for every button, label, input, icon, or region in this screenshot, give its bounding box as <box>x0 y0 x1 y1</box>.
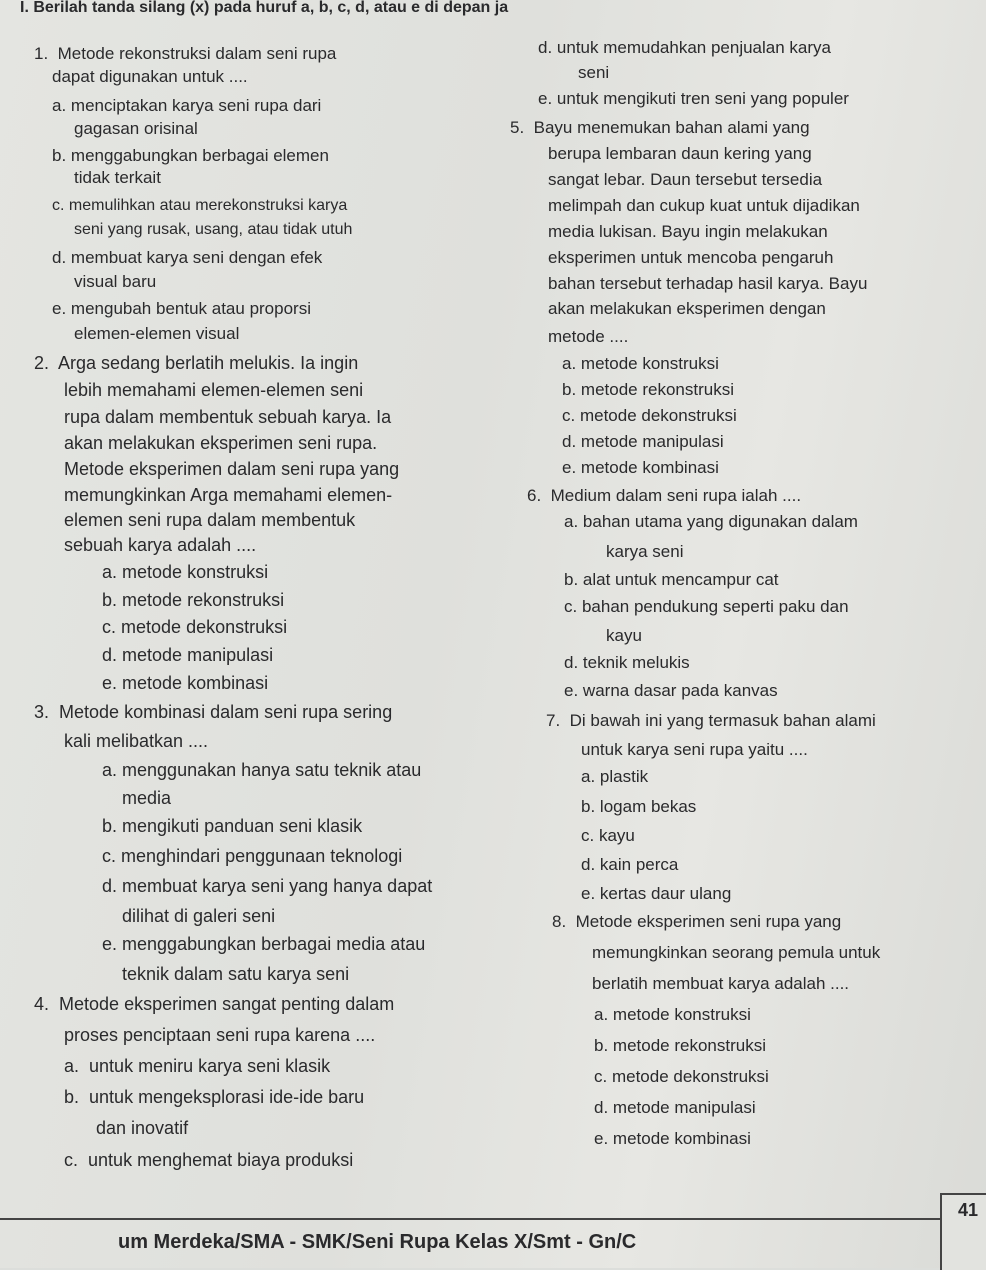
q6-option-d[interactable]: d. teknik melukis <box>564 653 690 672</box>
q5-option-b[interactable]: b. metode rekonstruksi <box>562 380 734 399</box>
q4-option-c[interactable]: c. untuk menghemat biaya produksi <box>64 1150 354 1170</box>
q2-stem-cont-5: memungkinkan Arga memahami elemen- <box>64 485 393 505</box>
q1-option-d[interactable]: d. membuat karya seni dengan efek <box>52 248 323 267</box>
q5-stem-cont-6: bahan tersebut terhadap hasil karya. Bayu <box>548 274 868 293</box>
q8-stem: 8. Metode eksperimen seni rupa yang <box>552 912 842 931</box>
q5-stem-cont-8: metode .... <box>548 327 629 346</box>
q7-stem-cont: untuk karya seni rupa yaitu .... <box>581 740 808 759</box>
q4-option-d[interactable]: d. untuk memudahkan penjualan karya <box>538 38 831 57</box>
q5-option-c[interactable]: c. metode dekonstruksi <box>562 406 737 425</box>
q7-option-b[interactable]: b. logam bekas <box>581 797 697 816</box>
q2-stem-cont-7: sebuah karya adalah .... <box>64 535 257 555</box>
q5-stem-cont-4: media lukisan. Bayu ingin melakukan <box>548 222 828 241</box>
footer-rule <box>0 1218 986 1220</box>
q5-option-a[interactable]: a. metode konstruksi <box>562 354 719 373</box>
q7-stem: 7. Di bawah ini yang termasuk bahan alami <box>546 711 876 730</box>
q4-option-a[interactable]: a. untuk meniru karya seni klasik <box>64 1056 331 1076</box>
q2-option-d[interactable]: d. metode manipulasi <box>102 645 274 665</box>
q7-option-d[interactable]: d. kain perca <box>581 855 679 874</box>
q1-option-c-cont: seni yang rusak, usang, atau tidak utuh <box>74 221 353 238</box>
q4-option-d-cont: seni <box>578 63 610 82</box>
q7-option-c[interactable]: c. kayu <box>581 826 635 845</box>
q1-option-c[interactable]: c. memulihkan atau merekonstruksi karya <box>52 197 348 214</box>
q5-option-e[interactable]: e. metode kombinasi <box>562 458 719 477</box>
q1-option-b[interactable]: b. menggabungkan berbagai elemen <box>52 146 329 165</box>
q6-option-c-cont: kayu <box>606 626 642 645</box>
q5-stem-cont-7: akan melakukan eksperimen dengan <box>548 299 826 318</box>
q8-stem-cont-2: berlatih membuat karya adalah .... <box>592 974 850 993</box>
q1-option-a[interactable]: a. menciptakan karya seni rupa dari <box>52 96 322 115</box>
q4-stem: 4. Metode eksperimen sangat penting dalam <box>34 994 395 1014</box>
q8-option-a[interactable]: a. metode konstruksi <box>594 1005 751 1024</box>
q2-option-a[interactable]: a. metode konstruksi <box>102 562 269 582</box>
q5-stem-cont-3: melimpah dan cukup kuat untuk dijadikan <box>548 196 860 215</box>
q7-option-a[interactable]: a. plastik <box>581 767 649 786</box>
q8-option-d[interactable]: d. metode manipulasi <box>594 1098 756 1117</box>
q8-option-c[interactable]: c. metode dekonstruksi <box>594 1067 769 1086</box>
q3-option-c[interactable]: c. menghindari penggunaan teknologi <box>102 846 403 866</box>
q1-stem-cont: dapat digunakan untuk .... <box>52 67 248 86</box>
q2-option-c[interactable]: c. metode dekonstruksi <box>102 617 288 637</box>
q1-stem: 1. Metode rekonstruksi dalam seni rupa <box>34 44 337 63</box>
q8-stem-cont-1: memungkinkan seorang pemula untuk <box>592 943 881 962</box>
q2-stem-cont-4: Metode eksperimen dalam seni rupa yang <box>64 459 400 479</box>
q6-option-b[interactable]: b. alat untuk mencampur cat <box>564 570 779 589</box>
q3-option-d[interactable]: d. membuat karya seni yang hanya dapat <box>102 876 433 896</box>
q3-option-e[interactable]: e. menggabungkan berbagai media atau <box>102 934 426 954</box>
q2-stem-cont-1: lebih memahami elemen-elemen seni <box>64 380 364 400</box>
q2-stem: 2. Arga sedang berlatih melukis. Ia ingin <box>34 353 359 373</box>
q3-option-a-cont: media <box>122 788 172 808</box>
q2-stem-cont-6: elemen seni rupa dalam membentuk <box>64 510 356 530</box>
q6-option-c[interactable]: c. bahan pendukung seperti paku dan <box>564 597 849 616</box>
q6-option-e[interactable]: e. warna dasar pada kanvas <box>564 681 778 700</box>
q4-option-b-cont: dan inovatif <box>96 1118 189 1138</box>
q3-stem-cont: kali melibatkan .... <box>64 731 209 751</box>
q4-stem-cont: proses penciptaan seni rupa karena .... <box>64 1025 376 1045</box>
q5-stem-cont-2: sangat lebar. Daun tersebut tersedia <box>548 170 823 189</box>
q3-option-b[interactable]: b. mengikuti panduan seni klasik <box>102 816 363 836</box>
q4-option-b[interactable]: b. untuk mengeksplorasi ide-ide baru <box>64 1087 365 1107</box>
q3-option-a[interactable]: a. menggunakan hanya satu teknik atau <box>102 760 422 780</box>
q1-option-e[interactable]: e. mengubah bentuk atau proporsi <box>52 299 311 318</box>
q5-stem-cont-5: eksperimen untuk mencoba pengaruh <box>548 248 834 267</box>
q7-option-e[interactable]: e. kertas daur ulang <box>581 884 732 903</box>
q3-option-e-cont: teknik dalam satu karya seni <box>122 964 350 984</box>
page-number: 41 <box>958 1200 979 1220</box>
q6-option-a[interactable]: a. bahan utama yang digunakan dalam <box>564 512 858 531</box>
q1-option-a-cont: gagasan orisinal <box>74 119 198 138</box>
q8-option-b[interactable]: b. metode rekonstruksi <box>594 1036 766 1055</box>
q5-option-d[interactable]: d. metode manipulasi <box>562 432 724 451</box>
q2-option-e[interactable]: e. metode kombinasi <box>102 673 269 693</box>
q3-stem: 3. Metode kombinasi dalam seni rupa sering <box>34 702 393 722</box>
q1-option-b-cont: tidak terkait <box>74 168 161 187</box>
q5-stem: 5. Bayu menemukan bahan alami yang <box>510 118 810 137</box>
q5-stem-cont-1: berupa lembaran daun kering yang <box>548 144 812 163</box>
q6-option-a-cont: karya seni <box>606 542 684 561</box>
footer-text: um Merdeka/SMA - SMK/Seni Rupa Kelas X/Smt - Gn/C <box>118 1231 637 1253</box>
q2-stem-cont-2: rupa dalam membentuk sebuah karya. Ia <box>64 407 392 427</box>
q2-stem-cont-3: akan melakukan eksperimen seni rupa. <box>64 433 378 453</box>
q1-option-e-cont: elemen-elemen visual <box>74 324 240 343</box>
q1-option-d-cont: visual baru <box>74 272 157 291</box>
q8-option-e[interactable]: e. metode kombinasi <box>594 1129 751 1148</box>
instruction-text: I. Berilah tanda silang (x) pada huruf a, b, c, d, atau e di depan ja <box>20 0 509 16</box>
q6-stem: 6. Medium dalam seni rupa ialah .... <box>527 486 802 505</box>
q2-option-b[interactable]: b. metode rekonstruksi <box>102 590 285 610</box>
q3-option-d-cont: dilihat di galeri seni <box>122 906 276 926</box>
q4-option-e[interactable]: e. untuk mengikuti tren seni yang populer <box>538 89 849 108</box>
